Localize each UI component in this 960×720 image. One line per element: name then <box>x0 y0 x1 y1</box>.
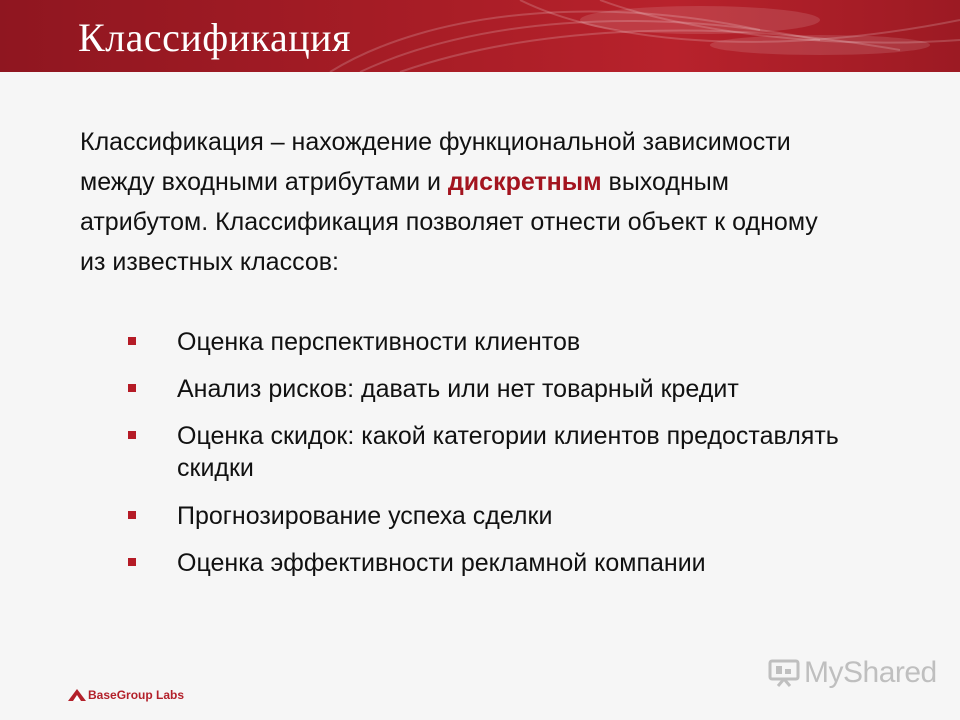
intro-highlight: дискретным <box>447 168 602 196</box>
watermark-shared: Shared <box>843 656 937 689</box>
intro-paragraph <box>80 122 850 282</box>
slide-header <box>0 0 960 72</box>
bullet-item <box>128 420 908 484</box>
bullet-text: Оценка скидок: какой категории клиентов предоставлять скидки <box>177 422 839 482</box>
intro-text-end: выходным атрибутом. Классификация позволяет отнести объект к одному из известных классов: <box>80 168 818 276</box>
bullet-square-icon <box>128 511 136 519</box>
slide-title: Классификация <box>78 15 351 60</box>
watermark <box>768 656 937 690</box>
triangle-logo-icon <box>68 689 86 701</box>
brand-logo <box>68 688 184 702</box>
presentation-board-icon <box>768 659 800 687</box>
bullet-item <box>128 547 908 579</box>
bullet-text: Анализ рисков: давать или нет товарный кредит <box>177 375 739 403</box>
bullet-square-icon <box>128 337 136 345</box>
bullet-text: Оценка эффективности рекламной компании <box>177 549 706 577</box>
bullet-square-icon <box>128 384 136 392</box>
bullet-text: Прогнозирование успеха сделки <box>177 502 553 530</box>
brand-name: BaseGroup Labs <box>88 688 185 702</box>
bullet-text: Оценка перспективности клиентов <box>177 328 581 356</box>
bullet-item <box>128 373 908 405</box>
bullet-square-icon <box>128 431 136 439</box>
bullet-item <box>128 500 908 532</box>
bullet-item <box>128 326 908 358</box>
bullet-square-icon <box>128 558 136 566</box>
intro-text-start: Классификация – нахождение функциональной зависимости между входными атрибутами и <box>80 128 791 196</box>
watermark-my: My <box>804 656 843 689</box>
